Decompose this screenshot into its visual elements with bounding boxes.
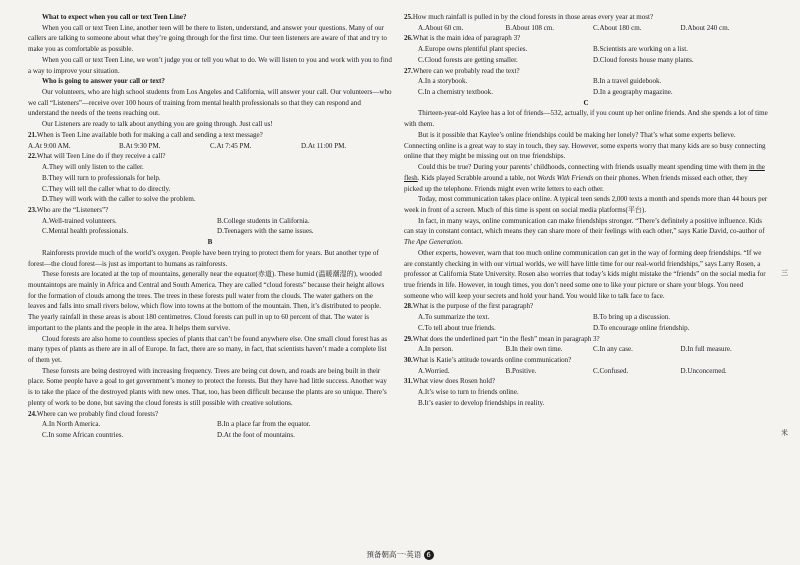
text-run: In fact, in many ways, online communication can make friendships stronger. “There’s definitely a positive influence. Kids can stay in constant contact, which means they can share more of their feelings with each other,” says Katie David, co-author of — [404, 216, 765, 236]
paragraph: Our volunteers, who are high school students from Los Angeles and California, will answer your call. Our volunteers—who we call “Listeners”—receive over 100 hours of training from mental health professionals so that they can respond and understand the needs of the teens reaching out. — [28, 88, 392, 118]
paragraph: Our Listeners are ready to talk about anything you are going through. Just call us! — [42, 120, 273, 129]
italic-title: The Ape Generation — [404, 238, 462, 247]
question-number: 25. — [404, 13, 413, 21]
question-number: 23. — [28, 205, 37, 214]
right-column — [404, 12, 768, 409]
option-b[interactable]: B.About 108 cm. — [505, 23, 555, 32]
text-run: Could this be true? During your parents’ childhoods, connecting with friends usually meant spending time with them — [418, 163, 750, 172]
option-a[interactable]: A.They will only listen to the caller. — [42, 163, 144, 172]
option-c[interactable]: C.They will tell the caller what to do directly. — [42, 184, 171, 193]
option-b[interactable]: B.In a travel guidebook. — [593, 77, 662, 86]
question-stem: What view does Rosen hold? — [412, 377, 496, 386]
question-stem: What is the main idea of paragraph 3? — [412, 34, 521, 43]
question-21 — [28, 130, 392, 151]
option-d[interactable]: D.Unconcerned. — [680, 366, 727, 375]
question-number: 30. — [404, 356, 413, 364]
paragraph: Other experts, however, warn that too much online communication can get in the way of forming deep friendships. “If we are constantly checking in with our virtual worlds, we will have little time for our real-world friendships,” says Larry Rosen, a professor at California State University. Rosen also worries that today’s kids might mistake the “friends” on the social media for true friends in life. However, in tough times, you don’t need some one to like your picture or share your blogs. You need someone who will keep your secrets and hold your hand. You would like to talk face to face. — [404, 248, 766, 300]
paragraph: Thirteen-year-old Kaylee has a lot of friends—532, actually, if you count up her online friends. And she spends a lot of time with them. — [404, 109, 768, 129]
heading-who-answers: Who is going to answer your call or text? — [42, 77, 165, 86]
section-c-heading: C — [583, 98, 589, 107]
section-b-heading: B — [207, 238, 213, 247]
question-stem: Where can we probably read the text? — [412, 66, 520, 75]
option-a[interactable]: A.Worried. — [418, 366, 450, 375]
question-29 — [404, 334, 768, 355]
option-c[interactable]: C.To tell about true friends. — [418, 323, 496, 332]
option-a[interactable]: A.To summarize the text. — [418, 313, 490, 322]
option-a[interactable]: A.Europe owns plentiful plant species. — [418, 45, 528, 54]
question-number: 29. — [404, 334, 413, 343]
footer-label: 預备朝高一·英语 — [366, 550, 422, 559]
question-number: 28. — [404, 302, 413, 311]
question-stem: How much rainfall is pulled in by the cloud forests in those areas every year at most? — [412, 13, 654, 21]
question-stem: When is Teen Line available both for making a call and sending a text message? — [36, 130, 263, 139]
underlined-phrase: in the flesh — [404, 163, 765, 182]
question-stem: What will Teen Line do if they receive a call? — [36, 152, 166, 161]
option-a[interactable]: A.About 60 cm. — [418, 23, 464, 32]
text-run: . — [461, 238, 463, 247]
option-b[interactable]: B.In their own time. — [505, 345, 563, 354]
option-d[interactable]: D.Teenagers with the same issues. — [217, 227, 314, 236]
paragraph: These forests are located at the top of mountains, generally near the equator(赤道). These humid (温暖潮湿的), wooded mountaintops are mainly in Africa and Central and South America. They are called “cloud forests” because their height allows for the formation of clouds among the trees. The trees in these forests pull water from the clouds. The water gathers on the leaves and falls into small rivers below, which flow into towns at the bottom of the mountain. Then, it’s distributed to people. The yearly rainfall in these areas is about 180 centimetres. Cloud forests can pull in up to 60 percent of that. The water is important to the plants and the people in the area. It helps them survive. — [28, 270, 385, 332]
option-d[interactable]: D.In a geography magazine. — [593, 88, 673, 97]
question-22 — [28, 151, 392, 205]
option-a[interactable]: A.Well-trained volunteers. — [42, 216, 117, 225]
option-c[interactable]: C.At 7:45 PM. — [210, 141, 252, 150]
option-b[interactable]: B.It’s easier to develop friendships in reality. — [418, 398, 545, 407]
question-23 — [28, 205, 392, 237]
question-number: 22. — [28, 152, 37, 161]
question-stem: What is Katie’s attitude towards online communication? — [412, 356, 572, 364]
question-number: 31. — [404, 377, 413, 386]
option-a[interactable]: A.At 9:00 AM. — [28, 141, 71, 150]
text-run: . Kids played Scrabble around a table, not — [417, 173, 538, 182]
question-stem: What is the purpose of the first paragraph? — [412, 302, 534, 311]
paragraph: When you call or text Teen Line, we won’t judge you or tell you what to do. We will listen to you and work with you to find a way to improve your situation. — [28, 55, 392, 75]
option-b[interactable]: B.College students in California. — [217, 216, 310, 225]
option-b[interactable]: B.They will turn to professionals for help. — [42, 173, 161, 182]
margin-mark: 三 — [781, 269, 788, 277]
paragraph: When you call or text Teen Line, another teen will be there to listen, understand, and answer your questions. Many of our callers are talking to someone about what they’re going through for the first time. Our teen listeners are aware of that and try to make you as comfortable as possible. — [28, 23, 387, 54]
question-26 — [404, 33, 768, 65]
question-25 — [404, 12, 768, 33]
question-number: 21. — [28, 130, 37, 139]
option-c[interactable]: C.Confused. — [593, 366, 629, 375]
paragraph: But is it possible that Kaylee’s online friendships could be making her lonely? That’s what some experts believe. Connecting online is a great way to stay in touch, they say. However, some experts worry that many kids are so busy connecting online that they might be missing out on true friendships. — [404, 130, 766, 161]
question-number: 27. — [404, 66, 413, 75]
heading-what-to-expect: What to expect when you call or text Teen Line? — [42, 13, 187, 21]
option-b[interactable]: B.Positive. — [505, 366, 537, 375]
page-footer — [0, 549, 800, 560]
option-b[interactable]: B.Scientists are working on a list. — [593, 45, 688, 54]
option-d[interactable]: D.They will work with the caller to solve the problem. — [42, 195, 196, 204]
question-stem: Where can we probably find cloud forests? — [36, 409, 159, 418]
paragraph: These forests are being destroyed with increasing frequency. Trees are being cut down, and roads are being built in their place. Some people have a goal to get government’s money to protect the forests. But they have had little success. Another way is to take the place of the destroyed plants with new ones. That, too, has been difficult because the plants are so unique. There’s plenty of work to be done, but saving the cloud forests is still possible with creative solutions. — [28, 366, 387, 407]
question-stem: Who are the “Listeners”? — [36, 205, 109, 214]
option-d[interactable]: D.To encourage online friendship. — [593, 323, 690, 332]
question-31 — [404, 376, 768, 408]
option-b[interactable]: B.To bring up a discussion. — [593, 313, 671, 322]
paragraph: Rainforests provide much of the world’s oxygen. People have been trying to protect them for years. But another type of forest—the cloud forest—is just as important to humans as rainforests. — [28, 248, 379, 268]
left-column — [28, 12, 392, 441]
option-d[interactable]: D.About 240 cm. — [680, 23, 730, 32]
italic-title: Words With Friends — [537, 173, 594, 182]
margin-mark: 米 — [781, 429, 788, 437]
option-c[interactable]: C.In some African countries. — [42, 431, 124, 440]
question-30 — [404, 355, 768, 376]
paragraph: Today, most communication takes place online. A typical teen sends 2,000 texts a month and spends more than 44 hours per week in front of a screen. Much of this time is spent on social media platforms(平台). — [404, 195, 768, 214]
paragraph — [404, 216, 768, 248]
option-c[interactable]: C.In a chemistry textbook. — [418, 88, 493, 97]
option-d[interactable]: D.Cloud forests house many plants. — [593, 55, 694, 64]
option-b[interactable]: B.In a place far from the equator. — [217, 420, 311, 429]
option-c[interactable]: C.Mental health professionals. — [42, 227, 129, 236]
option-c[interactable]: C.Cloud forests are getting smaller. — [418, 55, 518, 64]
option-d[interactable]: D.In full measure. — [680, 345, 732, 354]
paragraph: Cloud forests are also home to countless species of plants that can’t be found anywhere else. One small cloud forest has as many types of plants as there are in all of Europe. In fact, there are so many, in fact, that scientists haven’t made a complete list of them yet. — [28, 334, 388, 364]
option-d[interactable]: D.At 11:00 PM. — [301, 141, 347, 150]
paragraph — [404, 162, 768, 194]
option-d[interactable]: D.At the foot of mountains. — [217, 431, 295, 440]
question-28 — [404, 301, 768, 333]
option-b[interactable]: B.At 9:30 PM. — [119, 141, 161, 150]
question-24 — [28, 409, 392, 441]
question-27 — [404, 66, 768, 98]
question-number: 26. — [404, 34, 413, 43]
option-a[interactable]: A.It’s wise to turn to friends online. — [418, 388, 519, 397]
option-a[interactable]: A.In North America. — [42, 420, 101, 429]
option-c[interactable]: C.About 180 cm. — [593, 23, 642, 32]
option-a[interactable]: A.In person. — [418, 345, 454, 354]
question-number: 24. — [28, 409, 37, 418]
option-a[interactable]: A.In a storybook. — [418, 77, 468, 86]
option-c[interactable]: C.In any case. — [593, 345, 633, 354]
page-number: 6 — [424, 550, 434, 560]
question-stem: What does the underlined part “in the flesh” mean in paragraph 3? — [412, 334, 600, 343]
text-run: on their phones. When friends missed each other, they picked up the telephone. Friends might even write letters to each other. — [404, 173, 748, 193]
